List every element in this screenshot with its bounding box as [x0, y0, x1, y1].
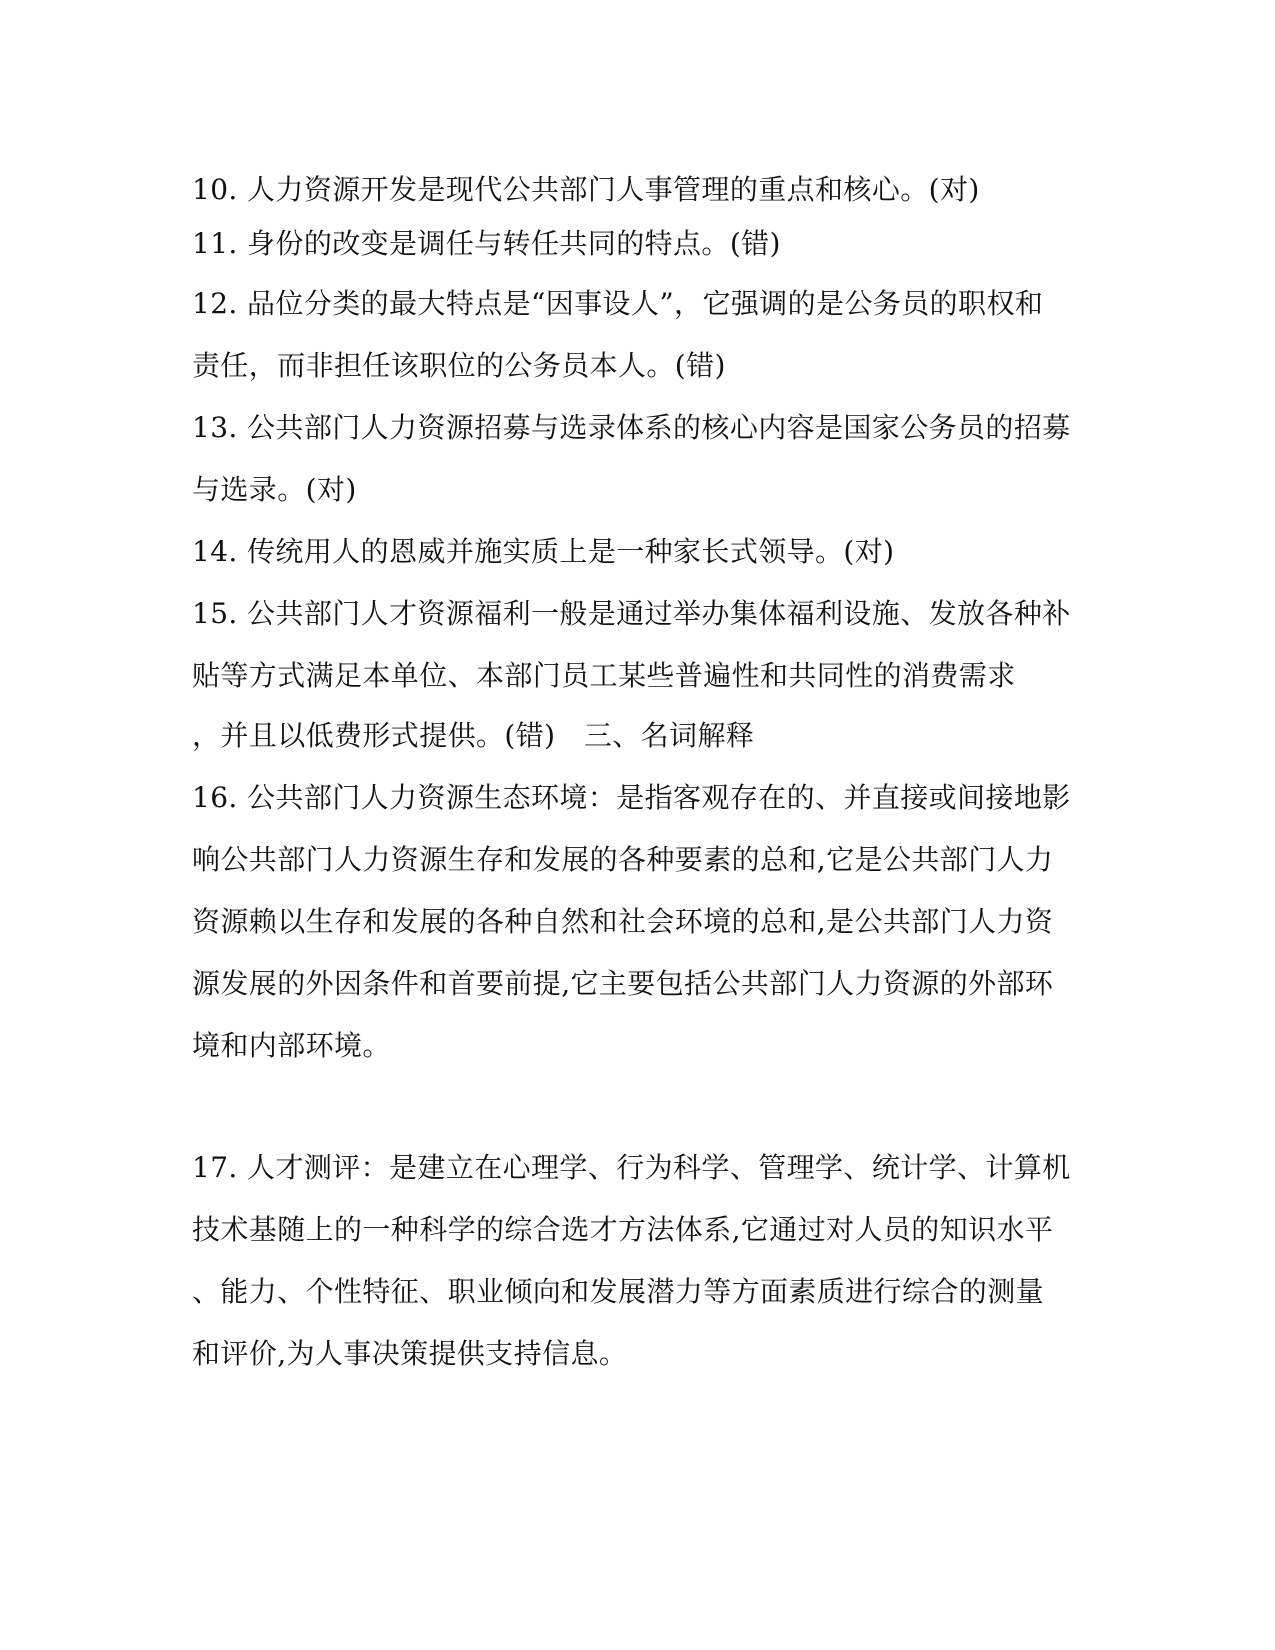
text-line: 15. 公共部门人才资源福利一般是通过举办集体福利设施、发放各种补: [192, 597, 1071, 630]
text-line: 资源赖以生存和发展的各种自然和社会环境的总和,是公共部门人力资: [192, 905, 1054, 938]
text-line: 12. 品位分类的最大特点是“因事设人”，它强调的是公务员的职权和: [192, 287, 1044, 320]
text-line: 11. 身份的改变是调任与转任共同的特点。(错): [192, 227, 781, 260]
text-line: 责任，而非担任该职位的公务员本人。(错): [192, 349, 726, 382]
text-line: 源发展的外因条件和首要前提,它主要包括公共部门人力资源的外部环: [192, 967, 1054, 1000]
text-line: 10. 人力资源开发是现代公共部门人事管理的重点和核心。(对): [192, 173, 980, 206]
text-line: 13. 公共部门人力资源招募与选录体系的核心内容是国家公务员的招募: [192, 411, 1071, 444]
text-line: 和评价,为人事决策提供支持信息。: [192, 1337, 628, 1370]
text-line: 、能力、个性特征、职业倾向和发展潜力等方面素质进行综合的测量: [192, 1275, 1045, 1308]
text-line: 17. 人才测评：是建立在心理学、行为科学、管理学、统计学、计算机: [192, 1151, 1071, 1184]
text-line: 技术基随上的一种科学的综合选才方法体系,它通过对人员的知识水平: [192, 1213, 1054, 1246]
text-line: 16. 公共部门人力资源生态环境：是指客观存在的、并直接或间接地影: [192, 781, 1071, 814]
text-line: ，并且以低费形式提供。(错) 三、名词解释: [192, 719, 755, 752]
text-line: 贴等方式满足本单位、本部门员工某些普遍性和共同性的消费需求: [192, 659, 1016, 692]
text-line: 14. 传统用人的恩威并施实质上是一种家长式领导。(对): [192, 535, 895, 568]
text-line: 响公共部门人力资源生存和发展的各种要素的总和,它是公共部门人力: [192, 843, 1054, 876]
text-line: 境和内部环境。: [192, 1029, 391, 1062]
text-line: 与选录。(对): [192, 473, 357, 506]
